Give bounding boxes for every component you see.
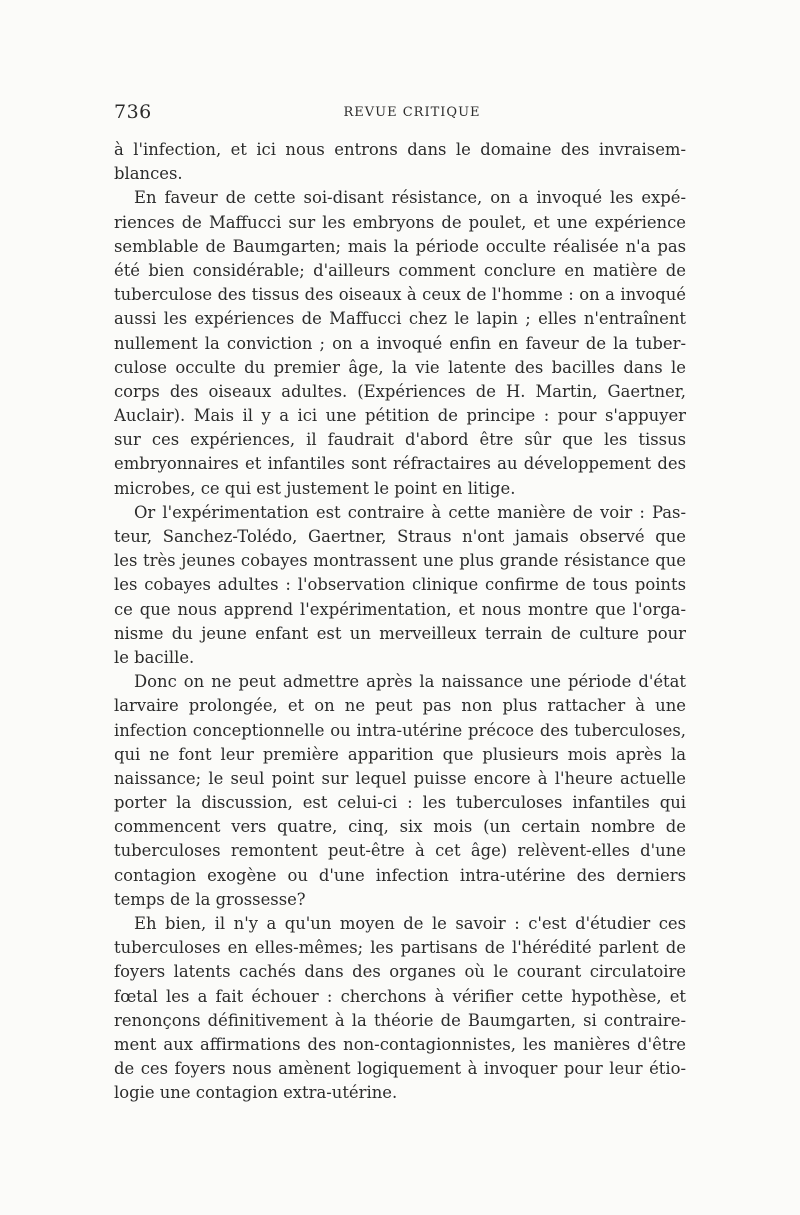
running-title: REVUE CRITIQUE bbox=[343, 105, 481, 120]
text-line: été bien considérable; d'ailleurs comment conclure en matière de bbox=[114, 260, 686, 280]
text-line: tuberculose des tissus des oiseaux à ceux de l'homme : on a invoqué bbox=[114, 285, 686, 305]
text-line: teur, Sanchez-Tolédo, Gaertner, Straus n'ont jamais observé que bbox=[114, 527, 686, 546]
text-line: renonçons définitivement à la théorie de Baumgarten, si contraire- bbox=[114, 1010, 686, 1030]
text-line: culose occulte du premier âge, la vie latente des bacilles dans le bbox=[114, 357, 686, 377]
text-line: nisme du jeune enfant est un merveilleux terrain de culture pour bbox=[114, 623, 686, 643]
body-text bbox=[114, 138, 686, 1106]
text-line: les cobayes adultes : l'observation clinique confirme de tous points bbox=[114, 575, 686, 595]
text-line: corps des oiseaux adultes. (Expériences de H. Martin, Gaertner, bbox=[114, 381, 686, 401]
text-line: naissance; le seul point sur lequel puisse encore à l'heure actuelle bbox=[114, 768, 686, 788]
text-line: nullement la conviction ; on a invoqué enfin en faveur de la tuber- bbox=[114, 333, 686, 353]
text-line: à l'infection, et ici nous entrons dans le domaine des invraisem- bbox=[114, 140, 686, 159]
text-line: Or l'expérimentation est contraire à cette manière de voir : Pas- bbox=[134, 502, 686, 522]
text-line: de ces foyers nous amènent logiquement à invoquer pour leur étio- bbox=[114, 1059, 686, 1079]
page-number: 736 bbox=[114, 101, 152, 123]
text-line: fœtal les a fait échouer : cherchons à vérifier cette hypothèse, et bbox=[114, 986, 686, 1006]
text-line: sur ces expériences, il faudrait d'abord être sûr que les tissus bbox=[114, 430, 686, 450]
text-line: En faveur de cette soi-disant résistance, on a invoqué les expé- bbox=[134, 188, 686, 208]
text-line: aussi les expériences de Maffucci chez le lapin ; elles n'entraînent bbox=[114, 309, 686, 329]
text-line: ment aux affirmations des non-contagionnistes, les manières d'être bbox=[114, 1034, 686, 1054]
text-line: contagion exogène ou d'une infection intra-utérine des derniers bbox=[114, 865, 686, 885]
text-line: semblable de Baumgarten; mais la période occulte réalisée n'a pas bbox=[114, 236, 686, 256]
text-line: tuberculoses en elles-mêmes; les partisans de l'hérédité parlent de bbox=[114, 938, 686, 958]
text-line: le bacille. bbox=[114, 647, 195, 667]
text-line: blances. bbox=[114, 164, 183, 184]
text-line: les très jeunes cobayes montrassent une plus grande résistance que bbox=[114, 551, 686, 571]
text-line: temps de la grossesse? bbox=[114, 889, 306, 909]
running-head bbox=[114, 101, 690, 129]
text-line: tuberculoses remontent peut-être à cet âge) relèvent-elles d'une bbox=[114, 841, 686, 861]
text-line: microbes, ce qui est justement le point en litige. bbox=[114, 478, 516, 498]
text-line: embryonnaires et infantiles sont réfractaires au développement des bbox=[114, 454, 686, 474]
text-line: qui ne font leur première apparition que plusieurs mois après la bbox=[114, 744, 686, 764]
text-line: ce que nous apprend l'expérimentation, et nous montre que l'orga- bbox=[114, 599, 686, 619]
text-line: logie une contagion extra-utérine. bbox=[114, 1083, 398, 1103]
text-line: Auclair). Mais il y a ici une pétition de principe : pour s'appuyer bbox=[114, 406, 686, 426]
text-line: infection conceptionnelle ou intra-utérine précoce des tuberculoses, bbox=[114, 720, 686, 740]
text-line: riences de Maffucci sur les embryons de poulet, et une expérience bbox=[114, 212, 686, 232]
text-line: commencent vers quatre, cinq, six mois (un certain nombre de bbox=[114, 817, 686, 837]
text-line: porter la discussion, est celui-ci : les tuberculoses infantiles qui bbox=[114, 793, 686, 813]
text-line: larvaire prolongée, et on ne peut pas non plus rattacher à une bbox=[114, 696, 686, 716]
text-line: Donc on ne peut admettre après la naissance une période d'état bbox=[134, 672, 686, 692]
text-line: Eh bien, il n'y a qu'un moyen de le savoir : c'est d'étudier ces bbox=[134, 914, 686, 933]
text-line: foyers latents cachés dans des organes où le courant circulatoire bbox=[114, 962, 686, 982]
